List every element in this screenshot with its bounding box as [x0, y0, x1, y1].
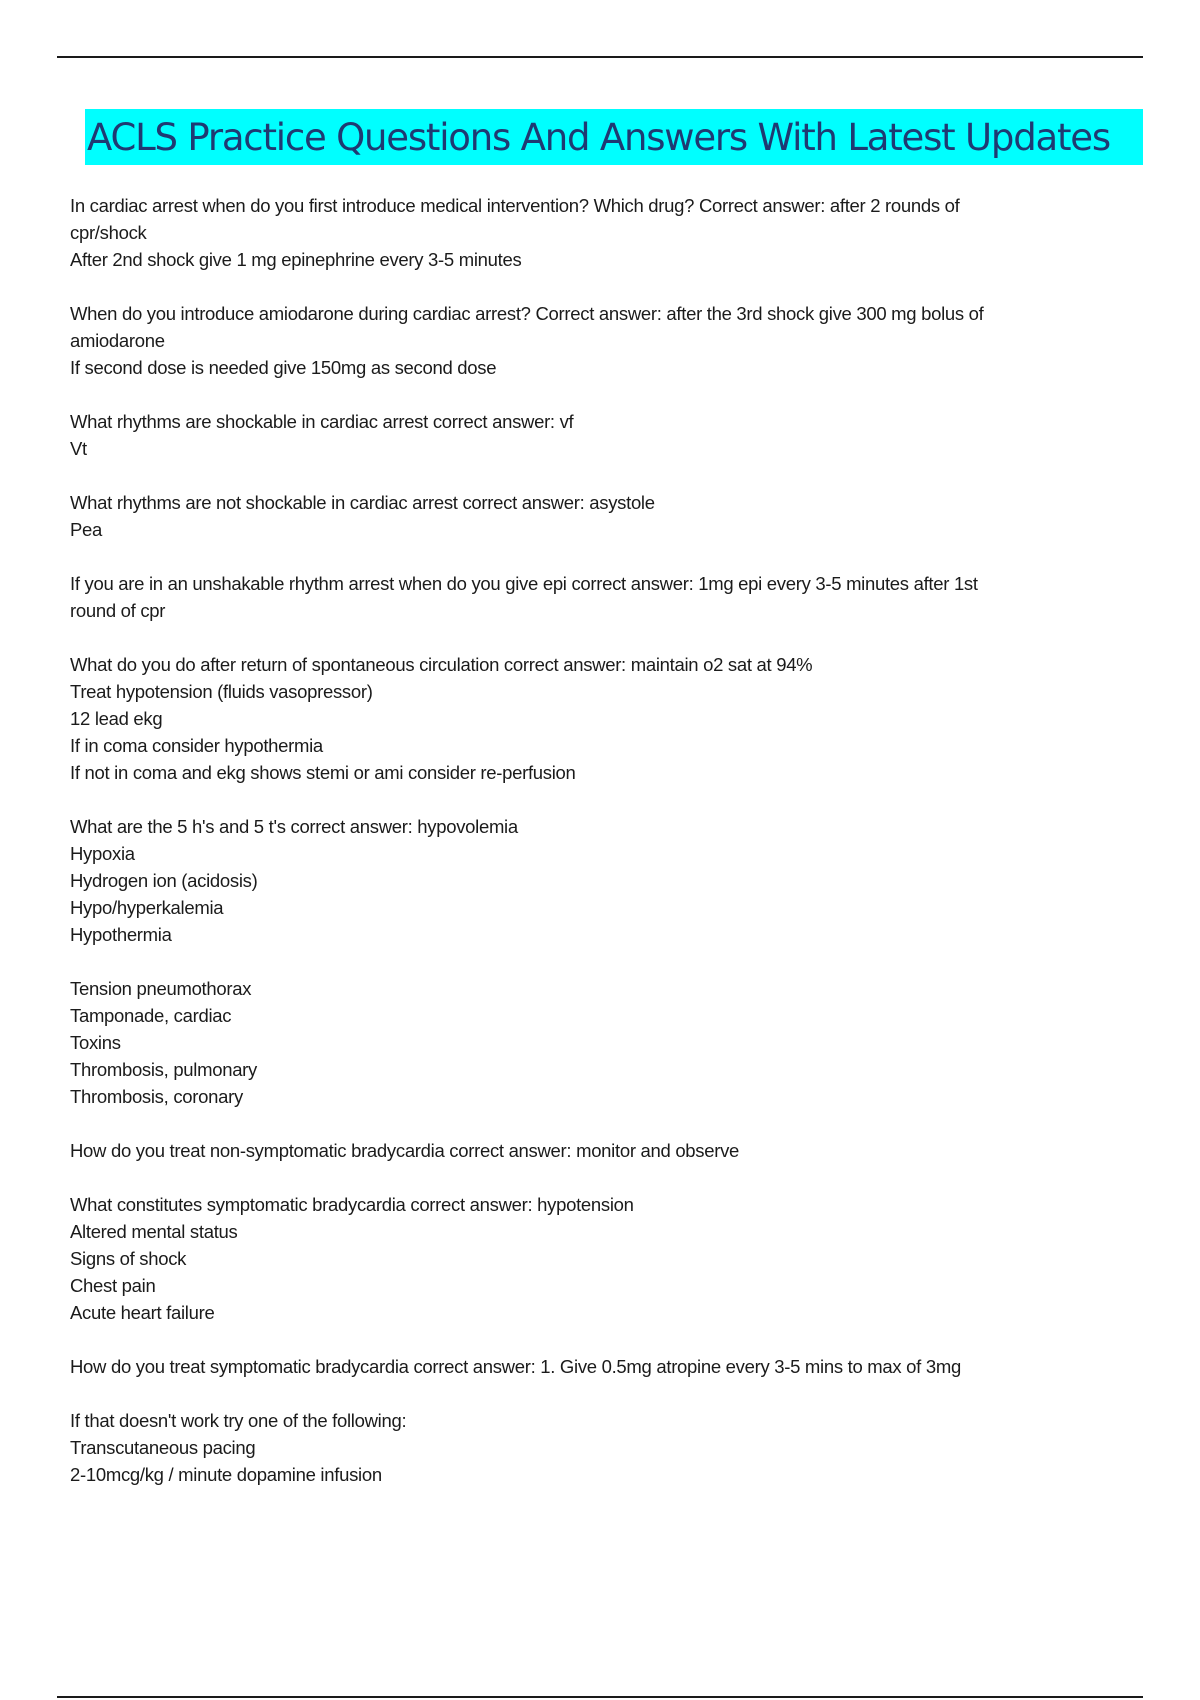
qa-answer-line: Toxins: [70, 1032, 121, 1053]
qa-answer-line: If not in coma and ekg shows stemi or ami consider re-perfusion: [70, 762, 576, 783]
qa-answer-line: 12 lead ekg: [70, 708, 163, 729]
qa-question-line: If that doesn't work try one of the following:: [70, 1410, 407, 1431]
qa-answer-line: If second dose is needed give 150mg as second dose: [70, 357, 497, 378]
qa-question-line: What are the 5 h's and 5 t's correct answer: hypovolemia: [70, 816, 518, 837]
qa-answer-line: Hypo/hyperkalemia: [70, 897, 224, 918]
qa-entry: [70, 1191, 1140, 1326]
qa-question-line: Tension pneumothorax: [70, 978, 252, 999]
qa-question-line: How do you treat non-symptomatic bradycardia correct answer: monitor and observe: [70, 1140, 740, 1161]
qa-question-line: What rhythms are not shockable in cardiac arrest correct answer: asystole: [70, 492, 655, 513]
qa-answer-line: Thrombosis, coronary: [70, 1086, 243, 1107]
qa-answer-line: Hypothermia: [70, 924, 172, 945]
qa-answer-line: Vt: [70, 438, 87, 459]
document-title: ACLS Practice Questions And Answers With Latest Updates: [87, 115, 1110, 159]
qa-answer-line: round of cpr: [70, 600, 166, 621]
qa-answer-line: Chest pain: [70, 1275, 156, 1296]
qa-answer-line: Signs of shock: [70, 1248, 187, 1269]
qa-question-line: If you are in an unshakable rhythm arrest when do you give epi correct answer: 1mg epi every 3-5 minutes after 1st: [70, 573, 978, 594]
qa-entry: [70, 1137, 1140, 1164]
title-highlight: [85, 109, 1143, 165]
qa-answer-line: Tamponade, cardiac: [70, 1005, 232, 1026]
qa-answer-line: If in coma consider hypothermia: [70, 735, 323, 756]
qa-answer-line: Acute heart failure: [70, 1302, 215, 1323]
qa-question-line: When do you introduce amiodarone during cardiac arrest? Correct answer: after the 3rd shock give 300 mg bolus of: [70, 303, 984, 324]
qa-entry: [70, 1353, 1140, 1380]
qa-question-line: What constitutes symptomatic bradycardia correct answer: hypotension: [70, 1194, 634, 1215]
qa-answer-line: amiodarone: [70, 330, 165, 351]
qa-answer-line: Treat hypotension (fluids vasopressor): [70, 681, 373, 702]
qa-answer-line: Transcutaneous pacing: [70, 1437, 256, 1458]
qa-answer-line: Altered mental status: [70, 1221, 238, 1242]
qa-entry: [70, 192, 1140, 273]
qa-answer-line: Thrombosis, pulmonary: [70, 1059, 257, 1080]
qa-entry: [70, 651, 1140, 786]
qa-question-line: How do you treat symptomatic bradycardia correct answer: 1. Give 0.5mg atropine every 3-5 mins to max of 3mg: [70, 1356, 961, 1377]
qa-answer-line: cpr/shock: [70, 222, 147, 243]
qa-entry: [70, 489, 1140, 543]
qa-entry: [70, 975, 1140, 1110]
qa-answer-line: Hypoxia: [70, 843, 135, 864]
qa-answer-line: Pea: [70, 519, 103, 540]
qa-entry: [70, 813, 1140, 948]
qa-entry: [70, 570, 1140, 624]
qa-answer-line: 2-10mcg/kg / minute dopamine infusion: [70, 1464, 382, 1485]
document-body: [70, 192, 1140, 1515]
qa-entry: [70, 408, 1140, 462]
qa-answer-line: Hydrogen ion (acidosis): [70, 870, 258, 891]
qa-answer-line: After 2nd shock give 1 mg epinephrine every 3-5 minutes: [70, 249, 522, 270]
qa-question-line: What do you do after return of spontaneous circulation correct answer: maintain o2 sat at 94%: [70, 654, 813, 675]
bottom-rule: [57, 1696, 1143, 1698]
top-rule: [57, 56, 1143, 58]
qa-question-line: In cardiac arrest when do you first introduce medical intervention? Which drug? Correct answer: after 2 rounds of: [70, 195, 960, 216]
qa-entry: [70, 300, 1140, 381]
qa-question-line: What rhythms are shockable in cardiac arrest correct answer: vf: [70, 411, 574, 432]
qa-entry: [70, 1407, 1140, 1488]
